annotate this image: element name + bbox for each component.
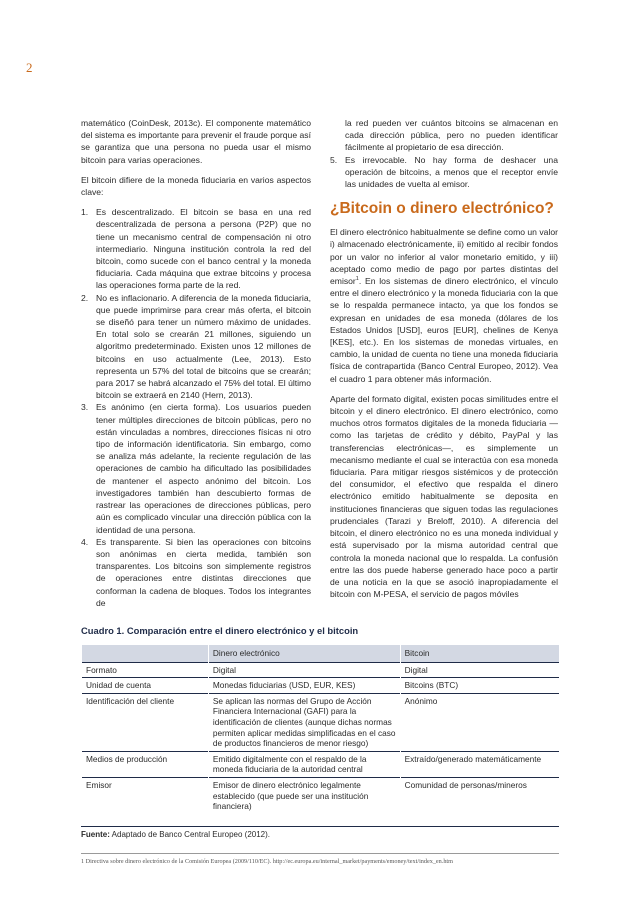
table-row bbox=[82, 777, 560, 813]
footnote-marker: 1 bbox=[355, 276, 359, 283]
list-number: 3. bbox=[81, 402, 89, 413]
list-item bbox=[330, 117, 558, 154]
list-item bbox=[81, 536, 311, 609]
list-number: 2. bbox=[81, 292, 89, 303]
table-source bbox=[81, 826, 559, 839]
table-cell: Identificación del cliente bbox=[82, 693, 209, 751]
paragraph-text: El dinero electrónico habitualmente se define como un valor i) almacenado electrónicamente, ii) emitido al recibir fondos por un valor no inferior al valor monetario emitido, y iii) aceptado como medio de pago por partes distintas del emisor bbox=[330, 227, 558, 287]
list-item-text: Es descentralizado. El bitcoin se basa en una red descentralizada de persona a persona (P2P) que no tiene un mecanismo central de compensación ni otro intermediario. Ninguna institución controla la red del bitcoin, como sucede con el banco central y la moneda fiduciaria. Cada máquina que extrae bitcoins y procesa las operaciones forma parte de la red. bbox=[96, 207, 311, 291]
page-number: 2 bbox=[26, 60, 33, 75]
table-cell: Extraído/generado matemáticamente bbox=[400, 751, 559, 777]
list-number: 1. bbox=[81, 207, 89, 218]
table-row bbox=[82, 678, 560, 694]
list-item-text: la red pueden ver cuántos bitcoins se almacenan en cada dirección pública, pero no pueden identificar fácilmente al propietario de esa dirección. bbox=[345, 118, 558, 153]
paragraph: El bitcoin difiere de la moneda fiduciaria en varios aspectos clave: bbox=[81, 174, 311, 198]
list-item bbox=[81, 292, 311, 402]
list-number: 5. bbox=[330, 154, 338, 165]
column-header: Dinero electrónico bbox=[208, 645, 400, 662]
list-number: 4. bbox=[81, 536, 89, 547]
table-cell: Emitido digitalmente con el respaldo de la moneda fiduciaria de la autoridad central bbox=[208, 751, 400, 777]
table-cell: Se aplican las normas del Grupo de Acción Financiera Internacional (GAFI) para la identificación de clientes (aunque dichas normas permiten aplicar medidas simplificadas en el caso de productos financieros de menor riesgo) bbox=[208, 693, 400, 751]
list-item bbox=[330, 154, 558, 191]
table-row bbox=[82, 751, 560, 777]
footnote: 1 Directiva sobre dinero electrónico de la Comisión Europea (2009/110/EC). http://ec.europa.eu/internal_market/payments/emoney/text/index_en.htm bbox=[81, 858, 453, 865]
table-cell: Digital bbox=[400, 662, 559, 678]
table-cell: Digital bbox=[208, 662, 400, 678]
table-cell: Bitcoins (BTC) bbox=[400, 678, 559, 694]
list-item bbox=[81, 401, 311, 535]
table-header-row bbox=[82, 645, 560, 662]
footnote-divider bbox=[81, 853, 559, 854]
paragraph: matemático (CoinDesk, 2013c). El componente matemático del sistema es importante para prevenir el fraude porque así se garantiza que una persona no pueda usar el mismo bitcoin para varias operaciones. bbox=[81, 118, 311, 165]
list-item-text: Es anónimo (en cierta forma). Los usuarios pueden tener múltiples direcciones de bitcoin públicas, pero no están vinculadas a nombres, direcciones físicas ni otro tipo de información identificatoria. Sin embargo, como se analiza más adelante, la reciente regulación de las operaciones de cambio ha dificultado las posibilidades de mantener el aspecto anónimo del bitcoin. Los investigadores también han descubierto formas de rastrear las operaciones de direcciones públicas, pero aún es complicado vincular una dirección pública con la identidad de una persona. bbox=[96, 402, 311, 535]
list-item-text: Es irrevocable. No hay forma de deshacer una operación de bitcoins, a menos que el receptor envíe las unidades de vuelta al emisor. bbox=[345, 154, 558, 190]
list-item-text: Es transparente. Si bien las operaciones con bitcoins son anónimas en cierta medida, también son transparentes. Los bitcoins son simplemente registros de operaciones entre distintas direcciones que conforman la cadena de bloques. Todos los integrantes de bbox=[96, 536, 311, 608]
column-header bbox=[82, 645, 209, 662]
list-item-text: No es inflacionario. A diferencia de la moneda fiduciaria, que puede imprimirse para crear más oferta, el bitcoin se diseñó para tener un número máximo de unidades. En total solo se crearán 21 millones, siguiendo un algoritmo predeterminado. Existen unos 12 millones de bitcoins en uso actualmente (Lee, 2013). Esto representa un 57% del total de bitcoins que se crearán; para 2017 se habrá alcanzado el 75% del total. El último bitcoin se extraerá en 2140 (Hern, 2013). bbox=[96, 292, 311, 401]
table-cell: Emisor de dinero electrónico legalmente establecido (que puede ser una institución financiera) bbox=[208, 777, 400, 813]
key-aspects-list bbox=[81, 206, 311, 609]
paragraph bbox=[330, 226, 558, 385]
section-heading: ¿Bitcoin o dinero electrónico? bbox=[330, 200, 554, 218]
comparison-table bbox=[81, 645, 559, 814]
source-text: Adaptado de Banco Central Europeo (2012). bbox=[109, 830, 271, 839]
paragraph-text: . En los sistemas de dinero electrónico, el vínculo entre el dinero electrónico y la moneda fiduciaria con la que se lo respalda permanece intacto, ya que los fondos se expresan en unidades de esa moneda (dólares de los Estados Unidos [USD], euros [EUR], chelines de Kenya [KES], etc.). En los sistemas de monedas virtuales, en cambio, la unidad de cuenta no tiene una moneda fiduciaria física de contrapartida (Banco Central Europeo, 2012). Vea el cuadro 1 para obtener más información. bbox=[330, 276, 558, 384]
table-row bbox=[82, 693, 560, 751]
column-header: Bitcoin bbox=[400, 645, 559, 662]
left-column bbox=[81, 117, 311, 609]
table-cell: Monedas fiduciarias (USD, EUR, KES) bbox=[208, 678, 400, 694]
table-cell: Medios de producción bbox=[82, 751, 209, 777]
paragraph: Aparte del formato digital, existen pocas similitudes entre el bitcoin y el dinero electrónico. El dinero electrónico, como muchos otros formatos digitales de la moneda fiduciaria —como las tarjetas de crédito y débito, PayPal y las transferencias electrónicas—, es simplemente un mecanismo mediante el cual se interactúa con esa moneda fiduciaria. Para mitigar riesgos sistémicos y de protección del consumidor, el efectivo que respalda el dinero electrónico emitido habitualmente se deposita en instituciones financieras que siguen todas las regulaciones prudenciales (Tarazi y Breloff, 2010). A diferencia del bitcoin, el dinero electrónico no es una moneda individual y está supervisado por la misma autoridad central que controla la moneda nacional que lo respalda. La confusión entre las dos puede haberse generado hace poco a partir de una noticia en la que se asoció inapropiadamente el bitcoin con M-PESA, el servicio de pagos móviles bbox=[330, 393, 558, 600]
table-cell: Formato bbox=[82, 662, 209, 678]
table-row bbox=[82, 662, 560, 678]
table-cell: Comunidad de personas/mineros bbox=[400, 777, 559, 813]
list-item bbox=[81, 206, 311, 291]
table-cell: Unidad de cuenta bbox=[82, 678, 209, 694]
table-cell: Anónimo bbox=[400, 693, 559, 751]
key-aspects-list-continued bbox=[330, 117, 558, 190]
right-column bbox=[330, 117, 558, 608]
table-cell: Emisor bbox=[82, 777, 209, 813]
table-title: Cuadro 1. Comparación entre el dinero electrónico y el bitcoin bbox=[81, 625, 359, 636]
source-label: Fuente: bbox=[81, 830, 110, 839]
